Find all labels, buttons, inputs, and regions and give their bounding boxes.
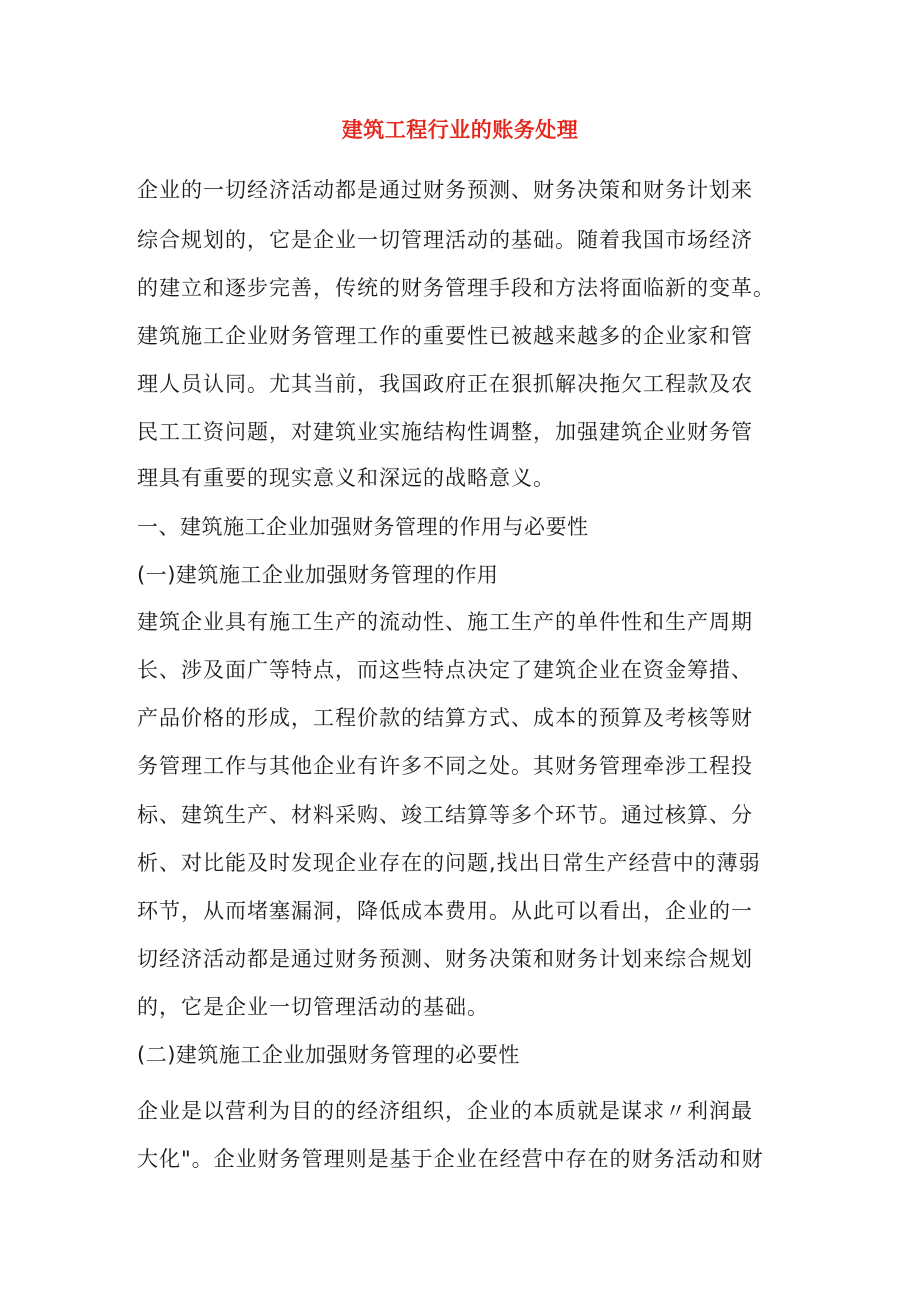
paragraph-1-line-1: 企业的一切经济活动都是通过财务预测、财务决策和财务计划来 bbox=[137, 178, 753, 202]
paragraph-1-line-3: 的建立和逐步完善，传统的财务管理手段和方法将面临新的变革。 bbox=[137, 276, 775, 300]
paragraph-2-line-6: 析、对比能及时发现企业存在的问题,找出日常生产经营中的薄弱 bbox=[137, 851, 761, 875]
paragraph-3-line-1: 企业是以营利为目的的经济组织，企业的本质就是谋求〃利润最 bbox=[137, 1099, 753, 1123]
section-1-heading: 一、建筑施工企业加强财务管理的作用与必要性 bbox=[137, 515, 589, 539]
paragraph-1-line-7: 理具有重要的现实意义和深远的战略意义。 bbox=[137, 466, 555, 490]
paragraph-3-line-2: 大化"。企业财务管理则是基于企业在经营中存在的财务活动和财 bbox=[137, 1147, 764, 1171]
paragraph-1-line-4: 建筑施工企业财务管理工作的重要性已被越来越多的企业家和管 bbox=[137, 324, 753, 348]
paragraph-2-line-3: 产品价格的形成，工程价款的结算方式、成本的预算及考核等财 bbox=[137, 706, 753, 730]
paragraph-2-line-5: 标、建筑生产、材料采购、竣工结算等多个环节。通过核算、分 bbox=[137, 803, 753, 827]
paragraph-1-line-5: 理人员认同。尤其当前，我国政府正在狠抓解决拖欠工程款及农 bbox=[137, 372, 753, 396]
paragraph-2-line-2: 长、涉及面广等特点，而这些特点决定了建筑企业在资金筹措、 bbox=[137, 658, 753, 682]
paragraph-2-line-4: 务管理工作与其他企业有许多不同之处。其财务管理牵涉工程投 bbox=[137, 754, 753, 778]
paragraph-2-line-7: 环节，从而堵塞漏洞，降低成本费用。从此可以看出，企业的一 bbox=[137, 899, 753, 923]
paragraph-2-line-1: 建筑企业具有施工生产的流动性、施工生产的单件性和生产周期 bbox=[137, 610, 753, 634]
paragraph-2-line-8: 切经济活动都是通过财务预测、财务决策和财务计划来综合规划 bbox=[137, 947, 753, 971]
paragraph-2-line-9: 的，它是企业一切管理活动的基础。 bbox=[137, 995, 489, 1019]
subsection-1-heading: (一)建筑施工企业加强财务管理的作用 bbox=[137, 563, 499, 587]
document-title: 建筑工程行业的账务处理 bbox=[341, 118, 579, 142]
subsection-2-heading: (二)建筑施工企业加强财务管理的必要性 bbox=[137, 1043, 520, 1067]
paragraph-1-line-2: 综合规划的，它是企业一切管理活动的基础。随着我国市场经济 bbox=[137, 228, 753, 252]
paragraph-1-line-6: 民工工资问题，对建筑业实施结构性调整，加强建筑企业财务管 bbox=[137, 420, 753, 444]
